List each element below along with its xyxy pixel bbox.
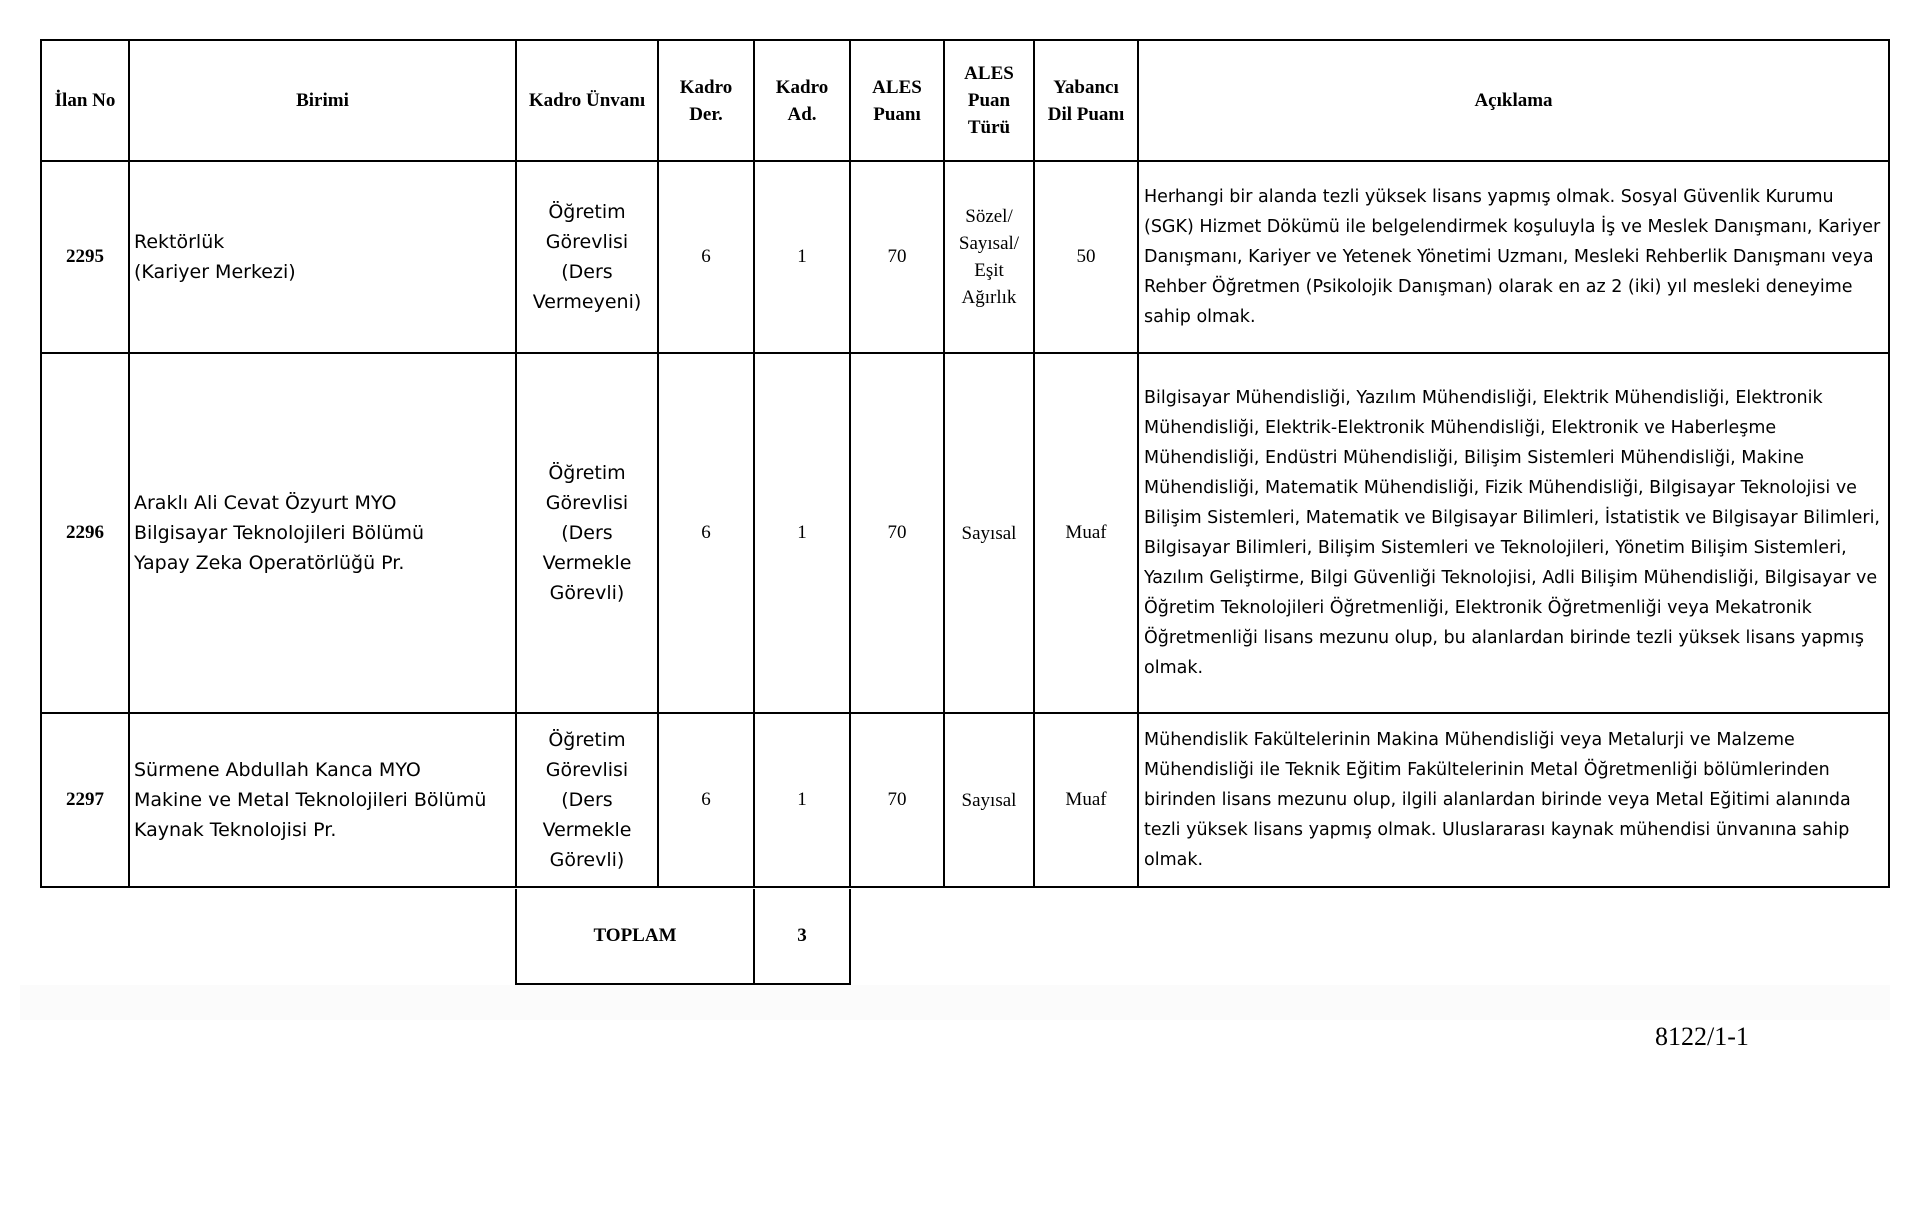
- header-kadro-unvani: Kadro Ünvanı: [516, 40, 658, 161]
- total-table: [515, 889, 851, 985]
- ales-puan-turu-cell: Sayısal: [944, 353, 1034, 713]
- yabanci-dil-puani-cell: Muaf: [1034, 353, 1138, 713]
- total-label: TOPLAM: [516, 889, 754, 984]
- header-ales-puani: ALES Puanı: [850, 40, 944, 161]
- kadro-der-cell: 6: [658, 161, 754, 353]
- total-row: [516, 889, 850, 984]
- header-ilan-no: İlan No: [41, 40, 129, 161]
- aciklama-cell: Mühendislik Fakültelerinin Makina Mühendisliği veya Metalurji ve Malzeme Mühendisliği ile Teknik Eğitim Fakültelerinin Metal Öğretmenliği bölümlerinden birinden lisans mezunu olup, ilgili alanlardan birinde veya Metal Eğitimi alanında tezli yüksek lisans yapmış olmak. Uluslararası kaynak mühendisi ünvanına sahip olmak.: [1138, 713, 1889, 887]
- header-yabanci-dil-puani: Yabancı Dil Puanı: [1034, 40, 1138, 161]
- kadro-unvani-cell: Öğretim Görevlisi (Ders Vermekle Görevli): [516, 353, 658, 713]
- header-birimi: Birimi: [129, 40, 516, 161]
- table-row: [41, 353, 1889, 713]
- yabanci-dil-puani-cell: Muaf: [1034, 713, 1138, 887]
- ales-puan-turu-cell: Sözel/ Sayısal/ Eşit Ağırlık: [944, 161, 1034, 353]
- ales-puani-cell: 70: [850, 353, 944, 713]
- header-aciklama: Açıklama: [1138, 40, 1889, 161]
- page-shade: [20, 985, 1890, 1020]
- total-value: 3: [754, 889, 850, 984]
- kadro-unvani-cell: Öğretim Görevlisi (Ders Vermeyeni): [516, 161, 658, 353]
- aciklama-cell: Bilgisayar Mühendisliği, Yazılım Mühendisliği, Elektrik Mühendisliği, Elektronik Mühendisliği, Elektrik-Elektronik Mühendisliği, Elektronik ve Haberleşme Mühendisliği, Endüstri Mühendisliği, Bilişim Sistemleri Mühendisliği, Makine Mühendisliği, Matematik Mühendisliği, Fizik Mühendisliği, Bilgisayar Teknolojisi ve Bilişim Sistemleri, Matematik ve Bilgisayar Bilimleri, İstatistik ve Bilgisayar Bilimleri, Bilgisayar Bilimleri, Bilişim Sistemleri ve Teknolojileri, Yönetim Bilişim Sistemleri, Yazılım Geliştirme, Bilgi Güvenliği Teknolojisi, Adli Bilişim Mühendisliği, Bilgisayar ve Öğretim Teknolojileri Öğretmenliği, Elektronik Öğretmenliği veya Mekatronik Öğretmenliği lisans mezunu olup, bu alanlardan birinde tezli yüksek lisans yapmış olmak.: [1138, 353, 1889, 713]
- header-row: [41, 40, 1889, 161]
- ilan-no-cell: 2296: [41, 353, 129, 713]
- table-row: [41, 161, 1889, 353]
- aciklama-cell: Herhangi bir alanda tezli yüksek lisans yapmış olmak. Sosyal Güvenlik Kurumu (SGK) Hizmet Dökümü ile belgelendirmek koşuluyla İş ve Meslek Danışmanı, Kariyer Danışmanı, Kariyer ve Yetenek Yönetimi Uzmanı, Mesleki Rehberlik Danışmanı veya Rehber Öğretmen (Psikolojik Danışman) olarak en az 2 (iki) yıl mesleki deneyime sahip olmak.: [1138, 161, 1889, 353]
- kadro-der-cell: 6: [658, 713, 754, 887]
- positions-table: [40, 39, 1890, 888]
- kadro-ad-cell: 1: [754, 161, 850, 353]
- birimi-cell: Sürmene Abdullah Kanca MYO Makine ve Metal Teknolojileri Bölümü Kaynak Teknolojisi Pr.: [129, 713, 516, 887]
- ales-puan-turu-cell: Sayısal: [944, 713, 1034, 887]
- kadro-ad-cell: 1: [754, 353, 850, 713]
- birimi-cell: Rektörlük (Kariyer Merkezi): [129, 161, 516, 353]
- kadro-unvani-cell: Öğretim Görevlisi (Ders Vermekle Görevli): [516, 713, 658, 887]
- kadro-ad-cell: 1: [754, 713, 850, 887]
- header-kadro-der: Kadro Der.: [658, 40, 754, 161]
- table-row: [41, 713, 1889, 887]
- ilan-no-cell: 2297: [41, 713, 129, 887]
- header-ales-puan-turu: ALES Puan Türü: [944, 40, 1034, 161]
- birimi-cell: Araklı Ali Cevat Özyurt MYO Bilgisayar Teknolojileri Bölümü Yapay Zeka Operatörlüğü Pr.: [129, 353, 516, 713]
- ales-puani-cell: 70: [850, 161, 944, 353]
- header-kadro-ad: Kadro Ad.: [754, 40, 850, 161]
- ilan-no-cell: 2295: [41, 161, 129, 353]
- kadro-der-cell: 6: [658, 353, 754, 713]
- yabanci-dil-puani-cell: 50: [1034, 161, 1138, 353]
- ales-puani-cell: 70: [850, 713, 944, 887]
- page-number: 8122/1-1: [1655, 1022, 1749, 1051]
